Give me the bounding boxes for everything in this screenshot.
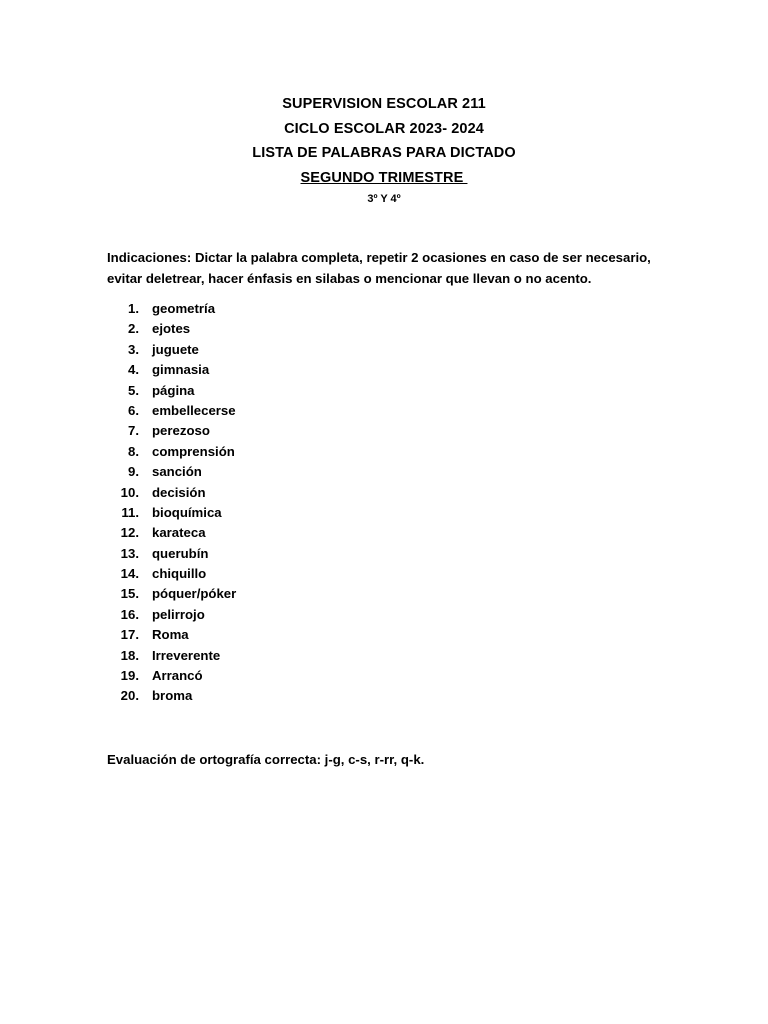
list-item xyxy=(107,523,236,543)
list-item xyxy=(107,340,236,360)
list-item-word: pelirrojo xyxy=(152,606,205,622)
list-item-word: geometría xyxy=(152,301,216,316)
list-item-number: 19. xyxy=(120,668,139,684)
list-item-number: 5. xyxy=(128,382,139,398)
list-item-number: 3. xyxy=(128,341,139,357)
list-item-word: póquer/póker xyxy=(152,586,237,602)
evaluation-note: Evaluación de ortografía correcta: j-g, c-s, r-rr, q-k. xyxy=(107,752,425,767)
list-item-number: 14. xyxy=(120,566,139,582)
list-item-word: Arrancó xyxy=(152,668,203,684)
document-header xyxy=(0,92,768,207)
list-item-number: 9. xyxy=(128,464,139,480)
header-trimester xyxy=(0,166,768,191)
list-item-number: 15. xyxy=(120,586,139,602)
list-item-number: 20. xyxy=(120,688,139,704)
header-title: SUPERVISION ESCOLAR 211 xyxy=(282,96,486,112)
list-item-number: 12. xyxy=(120,525,139,541)
header-school-cycle: CICLO ESCOLAR 2023- 2024 xyxy=(284,120,484,137)
list-item-word: querubín xyxy=(152,545,209,561)
list-item-number: 18. xyxy=(120,647,139,663)
list-item xyxy=(107,564,236,584)
list-item xyxy=(107,442,236,462)
list-item-number: 7. xyxy=(128,423,139,439)
header-list-title: LISTA DE PALABRAS PARA DICTADO xyxy=(252,145,516,161)
list-item-number: 6. xyxy=(128,402,139,418)
list-item-word: juguete xyxy=(152,341,199,357)
list-item xyxy=(107,381,236,401)
list-item xyxy=(107,544,236,564)
list-item xyxy=(107,401,236,421)
list-item xyxy=(107,605,236,625)
list-item-number: 11. xyxy=(121,504,139,520)
list-item xyxy=(107,666,236,686)
list-item-number: 4. xyxy=(128,362,139,378)
list-item-word: comprensión xyxy=(152,443,235,459)
list-item-word: ejotes xyxy=(152,321,191,337)
list-item-number: 13. xyxy=(120,545,139,561)
list-item-word: bioquímica xyxy=(152,504,222,520)
list-item-word: Roma xyxy=(152,627,189,643)
list-item-number: 10. xyxy=(120,484,139,500)
list-item xyxy=(107,686,236,706)
list-item-number: 17. xyxy=(120,627,139,643)
list-item xyxy=(107,584,236,604)
list-item-number: 16. xyxy=(120,606,139,622)
list-item-word: gimnasia xyxy=(152,362,210,378)
list-item xyxy=(107,421,236,441)
list-item xyxy=(107,646,236,666)
instructions-paragraph: Indicaciones: Dictar la palabra completa, repetir 2 ocasiones en caso de ser necesario, evitar deletrear, hacer énfasis en silabas o mencionar que llevan o no acento. xyxy=(107,250,651,286)
list-item-word: perezoso xyxy=(152,423,210,439)
list-item-word: página xyxy=(152,382,195,398)
list-item-word: chiquillo xyxy=(152,566,207,582)
list-item-number: 2. xyxy=(128,321,139,337)
header-grades: 3º Y 4º xyxy=(367,193,401,205)
list-item xyxy=(107,299,236,319)
list-item-word: broma xyxy=(152,688,193,704)
header-trimester-text: SEGUNDO TRIMESTRE xyxy=(300,169,468,186)
list-item xyxy=(107,483,236,503)
list-item xyxy=(107,319,236,339)
list-item xyxy=(107,503,236,523)
list-item-word: embellecerse xyxy=(152,402,236,418)
list-item-number: 1. xyxy=(128,301,139,316)
list-item-number: 8. xyxy=(128,443,139,459)
list-item-word: Irreverente xyxy=(152,647,221,663)
list-item xyxy=(107,462,236,482)
list-item-word: sanción xyxy=(152,464,202,480)
list-item-word: decisión xyxy=(152,484,206,500)
list-item-word: karateca xyxy=(152,525,206,541)
list-item xyxy=(107,360,236,380)
dictation-word-list xyxy=(107,299,236,707)
list-item xyxy=(107,625,236,645)
